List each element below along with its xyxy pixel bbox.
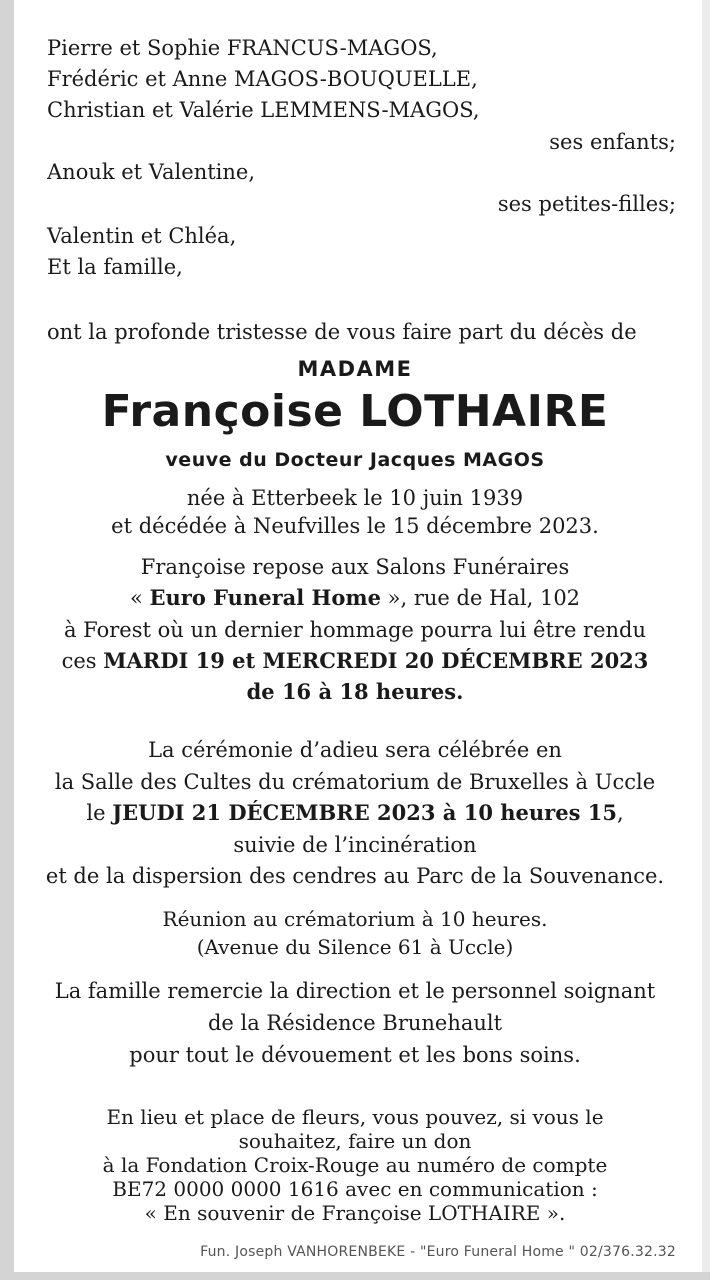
deceased-title: MADAME (297, 357, 413, 381)
thanks-line-2: de la Résidence Brunehault (207, 1011, 503, 1035)
announcement-text: ont la profonde tristesse de vous faire part du décès de (47, 320, 637, 344)
ceremony-line-5: et de la dispersion des cendres au Parc de la Souvenance. (45, 864, 665, 888)
grandchildren-label: ses petites-filles; (497, 192, 676, 216)
ceremony-le: le (86, 801, 113, 825)
viewing-ces: ces (61, 649, 104, 673)
family-line-1: Pierre et Sophie FRANCUS-MAGOS, (47, 36, 438, 60)
family-line-2: Frédéric et Anne MAGOS-BOUQUELLE, (47, 67, 478, 91)
open-quote: « (129, 586, 150, 610)
donation-line-1: En lieu et place de fleurs, vous pouvez, si vous le (106, 1105, 604, 1129)
viewing-hours-text: de 16 à 18 heures. (246, 679, 464, 704)
ceremony-date-line (0, 798, 710, 828)
thanks-line-1: La famille remercie la direction et le personnel soignant (54, 979, 656, 1003)
donation-line-2: souhaitez, faire un don (238, 1129, 472, 1153)
grandchildren-names: Anouk et Valentine, (47, 160, 256, 184)
ceremony-comma: , (616, 801, 624, 825)
other-relatives-line-2: Et la famille, (47, 255, 183, 279)
viewing-hours (0, 677, 710, 707)
widow-of: veuve du Docteur Jacques MAGOS (165, 449, 545, 471)
other-relatives-line-1: Valentin et Chléa, (47, 224, 237, 248)
family-line-3: Christian et Valérie LEMMENS-MAGOS, (47, 98, 480, 122)
viewing-dates: MARDI 19 et MERCREDI 20 DÉCEMBRE 2023 (103, 648, 649, 673)
viewing-line-1: Françoise repose aux Salons Funéraires (140, 555, 570, 579)
donation-line-5: « En souvenir de Françoise LOTHAIRE ». (144, 1201, 566, 1225)
donation-line-3: à la Fondation Croix-Rouge au numéro de compte (102, 1153, 608, 1177)
death-info: et décédée à Neufvilles le 15 décembre 2023. (111, 514, 599, 538)
bottom-border (0, 1272, 710, 1280)
birth-info: née à Etterbeek le 10 juin 1939 (186, 486, 524, 510)
children-label: ses enfants; (549, 130, 676, 154)
viewing-dates-line (0, 646, 710, 676)
venue-address: », rue de Hal, 102 (380, 586, 581, 610)
meeting-line-2: (Avenue du Silence 61 à Uccle) (196, 935, 514, 959)
ceremony-line-2: la Salle des Cultes du crématorium de Bruxelles à Uccle (54, 770, 656, 794)
donation-line-4: BE72 0000 0000 1616 avec en communication : (112, 1177, 598, 1201)
viewing-line-3: à Forest où un dernier hommage pourra lui être rendu (63, 618, 647, 642)
viewing-line-2 (0, 583, 710, 613)
deceased-name: Françoise LOTHAIRE (101, 386, 609, 437)
ceremony-line-1: La cérémonie d’adieu sera célébrée en (148, 738, 562, 762)
venue-name: Euro Funeral Home (149, 585, 381, 610)
ceremony-date: JEUDI 21 DÉCEMBRE 2023 à 10 heures 15 (112, 800, 617, 825)
thanks-line-3: pour tout le dévouement et les bons soins. (129, 1043, 581, 1067)
ceremony-line-4: suivie de l’incinération (233, 833, 477, 857)
funeral-home-footer: Fun. Joseph VANHORENBEKE - "Euro Funeral Home " 02/376.32.32 (200, 1244, 676, 1260)
meeting-line-1: Réunion au crématorium à 10 heures. (162, 907, 548, 931)
